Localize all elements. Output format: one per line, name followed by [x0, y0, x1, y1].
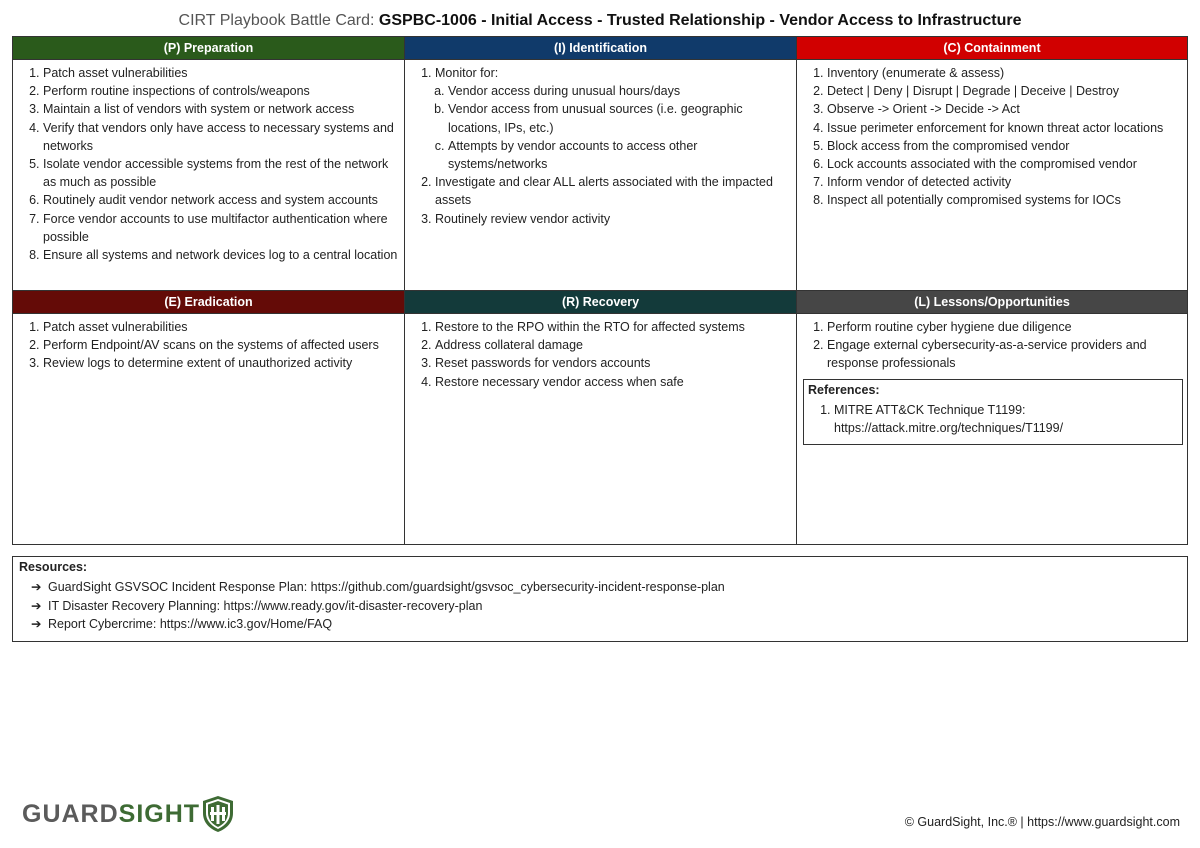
containment-panel	[797, 37, 1187, 291]
references-title: References:	[808, 383, 880, 397]
battle-card-grid	[12, 36, 1188, 545]
shield-icon	[202, 795, 234, 833]
references-list	[808, 401, 1178, 437]
identification-list	[405, 64, 796, 228]
list-item: 4. Verify that vendors only have access to necessary systems and networks	[43, 119, 398, 155]
recovery-header: (R) Recovery	[405, 291, 796, 314]
list-item: 1. Patch asset vulnerabilities	[43, 64, 398, 82]
resource-text[interactable]: Report Cybercrime: https://www.ic3.gov/Home/FAQ	[48, 617, 333, 631]
list-item: 2. Address collateral damage	[435, 336, 790, 354]
references-box	[803, 379, 1183, 445]
identification-panel	[405, 37, 797, 291]
recovery-list	[405, 318, 796, 391]
list-item: 2. Perform routine inspections of controls/weapons	[43, 82, 398, 100]
eradication-list	[13, 318, 404, 373]
list-item: 1. Patch asset vulnerabilities	[43, 318, 398, 336]
arrow-right-icon: ➔	[31, 580, 42, 594]
resources-box	[12, 556, 1188, 642]
list-item: 1. Perform routine cyber hygiene due diligence	[827, 318, 1181, 336]
list-item: 1. Inventory (enumerate & assess)	[827, 64, 1181, 82]
guardsight-logo	[22, 794, 234, 834]
list-item: 3. Routinely review vendor activity	[435, 210, 790, 228]
list-item: 8. Ensure all systems and network devices log to a central location	[43, 246, 398, 264]
resource-text[interactable]: IT Disaster Recovery Planning: https://www.ready.gov/it-disaster-recovery-plan	[48, 598, 483, 613]
list-item: 8. Inspect all potentially compromised systems for IOCs	[827, 191, 1181, 209]
arrow-right-icon: ➔	[31, 617, 42, 631]
logo-text-sight: SIGHT	[118, 799, 201, 828]
reference-item[interactable]: 1. MITRE ATT&CK Technique T1199: https://attack.mitre.org/techniques/T1199/	[834, 401, 1172, 437]
resources-title: Resources:	[19, 560, 88, 574]
identification-header: (I) Identification	[405, 37, 796, 60]
list-item: 2. Perform Endpoint/AV scans on the systems of affected users	[43, 336, 398, 354]
resource-item[interactable]	[31, 597, 1181, 616]
list-item: 7. Force vendor accounts to use multifactor authentication where possible	[43, 210, 398, 246]
containment-list	[797, 64, 1187, 210]
containment-header: (C) Containment	[797, 37, 1187, 60]
lessons-panel	[797, 291, 1187, 544]
sub-list-item: c. Attempts by vendor accounts to access other systems/networks	[448, 137, 784, 173]
list-item: 4. Restore necessary vendor access when safe	[435, 373, 790, 391]
sub-list-item: b. Vendor access from unusual sources (i.e. geographic locations, IPs, etc.)	[448, 100, 784, 136]
preparation-list	[13, 64, 404, 264]
identification-sublist	[435, 82, 790, 173]
preparation-header: (P) Preparation	[13, 37, 404, 60]
resource-item[interactable]	[31, 578, 1181, 597]
list-item: 6. Lock accounts associated with the compromised vendor	[827, 155, 1181, 173]
list-item: 6. Routinely audit vendor network access and system accounts	[43, 191, 398, 209]
list-item-text: Monitor for:	[435, 66, 499, 80]
sub-list-item: a. Vendor access during unusual hours/days	[448, 82, 784, 100]
list-item: 2. Engage external cybersecurity-as-a-service providers and response professionals	[827, 336, 1181, 372]
list-item: 7. Inform vendor of detected activity	[827, 173, 1181, 191]
list-item: 5. Isolate vendor accessible systems from the rest of the network as much as possible	[43, 155, 398, 191]
list-item: 3. Review logs to determine extent of unauthorized activity	[43, 354, 398, 372]
preparation-panel	[13, 37, 405, 291]
list-item: 3. Reset passwords for vendors accounts	[435, 354, 790, 372]
arrow-right-icon: ➔	[31, 598, 42, 613]
title-prefix: CIRT Playbook Battle Card:	[178, 12, 379, 29]
logo-text-guard: GUARD	[22, 799, 119, 828]
resources-list	[19, 578, 1181, 634]
title-main: GSPBC-1006 - Initial Access - Trusted Relationship - Vendor Access to Infrastructure	[378, 12, 1022, 29]
list-item	[435, 64, 790, 173]
recovery-panel	[405, 291, 797, 544]
resource-text[interactable]: GuardSight GSVSOC Incident Response Plan: https://github.com/guardsight/gsvsoc_cybersecurity-incident-response-plan	[48, 580, 725, 594]
eradication-panel	[13, 291, 405, 544]
list-item: 2. Detect | Deny | Disrupt | Degrade | Deceive | Destroy	[827, 82, 1181, 100]
list-item: 4. Issue perimeter enforcement for known threat actor locations	[827, 119, 1181, 137]
list-item: 3. Maintain a list of vendors with system or network access	[43, 100, 398, 118]
eradication-header: (E) Eradication	[13, 291, 404, 314]
list-item: 3. Observe -> Orient -> Decide -> Act	[827, 100, 1181, 118]
page-title	[0, 12, 1200, 30]
footer-copyright: © GuardSight, Inc.® | https://www.guardsight.com	[904, 815, 1180, 829]
resource-item[interactable]	[31, 615, 1181, 634]
list-item: 5. Block access from the compromised vendor	[827, 137, 1181, 155]
lessons-header: (L) Lessons/Opportunities	[797, 291, 1187, 314]
list-item: 1. Restore to the RPO within the RTO for affected systems	[435, 318, 790, 336]
list-item: 2. Investigate and clear ALL alerts associated with the impacted assets	[435, 173, 790, 209]
lessons-list	[797, 318, 1187, 373]
